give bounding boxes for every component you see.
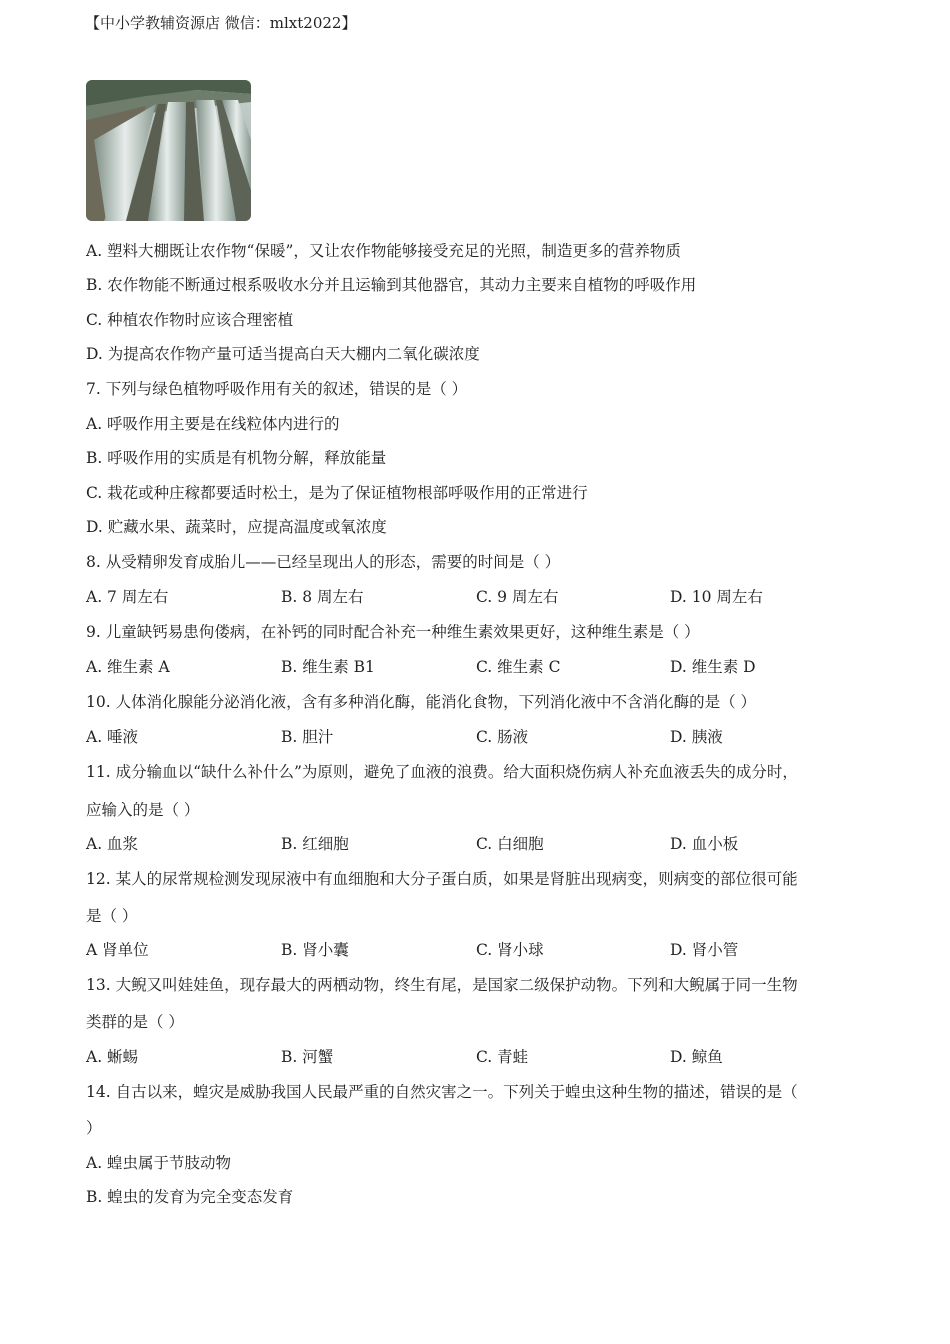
q8-stem: 8. 从受精卵发育成胎儿——已经呈现出人的形态，需要的时间是（ ） [86,553,561,571]
q12-stem-line1: 12. 某人的尿常规检测发现尿液中有血细胞和大分子蛋白质，如果是肾脏出现病变，则病变的部位很可能 [86,870,798,888]
q13-option-d: D. 鲸鱼 [670,1048,723,1066]
q9-option-a: A. 维生素 A [86,658,170,676]
q9-stem: 9. 儿童缺钙易患佝偻病，在补钙的同时配合补充一种维生素效果更好，这种维生素是（ ） [86,623,700,641]
q12-option-a: A 肾单位 [86,941,149,959]
q8-option-d: D. 10 周左右 [670,588,763,606]
q8-option-c: C. 9 周左右 [476,588,559,606]
q6-option-a: A. 塑料大棚既让农作物“保暖”，又让农作物能够接受充足的光照，制造更多的营养物质 [86,242,681,260]
q11-stem-line1: 11. 成分输血以“缺什么补什么”为原则，避免了血液的浪费。给大面积烧伤病人补充血液丢失的成分时， [86,763,798,781]
q10-option-a: A. 唾液 [86,728,139,746]
q10-option-c: C. 肠液 [476,728,529,746]
q14-option-b: B. 蝗虫的发育为完全变态发育 [86,1188,294,1206]
q13-options [86,1046,886,1068]
q11-option-a: A. 血浆 [86,835,139,853]
q13-option-b: B. 河蟹 [281,1048,334,1066]
q14-stem-line2: ） [86,1119,102,1137]
q7-option-c: C. 栽花或种庄稼都要适时松土，是为了保证植物根部呼吸作用的正常进行 [86,484,588,502]
q12-option-b: B. 肾小囊 [281,941,349,959]
q12-options [86,939,886,961]
q9-option-d: D. 维生素 D [670,658,756,676]
q6-option-b: B. 农作物能不断通过根系吸收水分并且运输到其他器官，其动力主要来自植物的呼吸作用 [86,276,697,294]
q13-option-a: A. 蜥蜴 [86,1048,139,1066]
q11-options [86,833,886,855]
q12-option-c: C. 肾小球 [476,941,544,959]
q11-stem-line2: 应输入的是（ ） [86,801,200,819]
q7-stem: 7. 下列与绿色植物呼吸作用有关的叙述，错误的是（ ） [86,380,468,398]
q6-option-d: D. 为提高农作物产量可适当提高白天大棚内二氧化碳浓度 [86,345,480,363]
q13-stem-line1: 13. 大鲵又叫娃娃鱼，现存最大的两栖动物，终生有尾，是国家二级保护动物。下列和大鲵属于同一生物 [86,976,798,994]
q10-options [86,726,886,748]
page-header: 【中小学教辅资源店 微信：mlxt2022】 [85,14,357,32]
q10-option-d: D. 胰液 [670,728,723,746]
q13-stem-line2: 类群的是（ ） [86,1013,184,1031]
q14-option-a: A. 蝗虫属于节肢动物 [86,1154,232,1172]
q8-options [86,586,886,608]
q9-options [86,656,886,678]
q10-stem: 10. 人体消化腺能分泌消化液，含有多种消化酶，能消化食物，下列消化液中不含消化酶的是（ ） [86,693,757,711]
q12-option-d: D. 肾小管 [670,941,739,959]
q10-option-b: B. 胆汁 [281,728,334,746]
q9-option-b: B. 维生素 B1 [281,658,375,676]
q13-option-c: C. 青蛙 [476,1048,529,1066]
q9-option-c: C. 维生素 C [476,658,561,676]
q12-stem-line2: 是（ ） [86,907,138,925]
q14-stem-line1: 14. 自古以来，蝗灾是威胁我国人民最严重的自然灾害之一。下列关于蝗虫这种生物的描述，错误的是（ [86,1083,798,1101]
q7-option-d: D. 贮藏水果、蔬菜时，应提高温度或氧浓度 [86,518,387,536]
q7-option-b: B. 呼吸作用的实质是有机物分解，释放能量 [86,449,387,467]
q11-option-b: B. 红细胞 [281,835,349,853]
q8-option-b: B. 8 周左右 [281,588,364,606]
q11-option-c: C. 白细胞 [476,835,544,853]
q6-option-c: C. 种植农作物时应该合理密植 [86,311,294,329]
q8-option-a: A. 7 周左右 [86,588,169,606]
greenhouse-photo [86,80,251,221]
q11-option-d: D. 血小板 [670,835,739,853]
q7-option-a: A. 呼吸作用主要是在线粒体内进行的 [86,415,340,433]
